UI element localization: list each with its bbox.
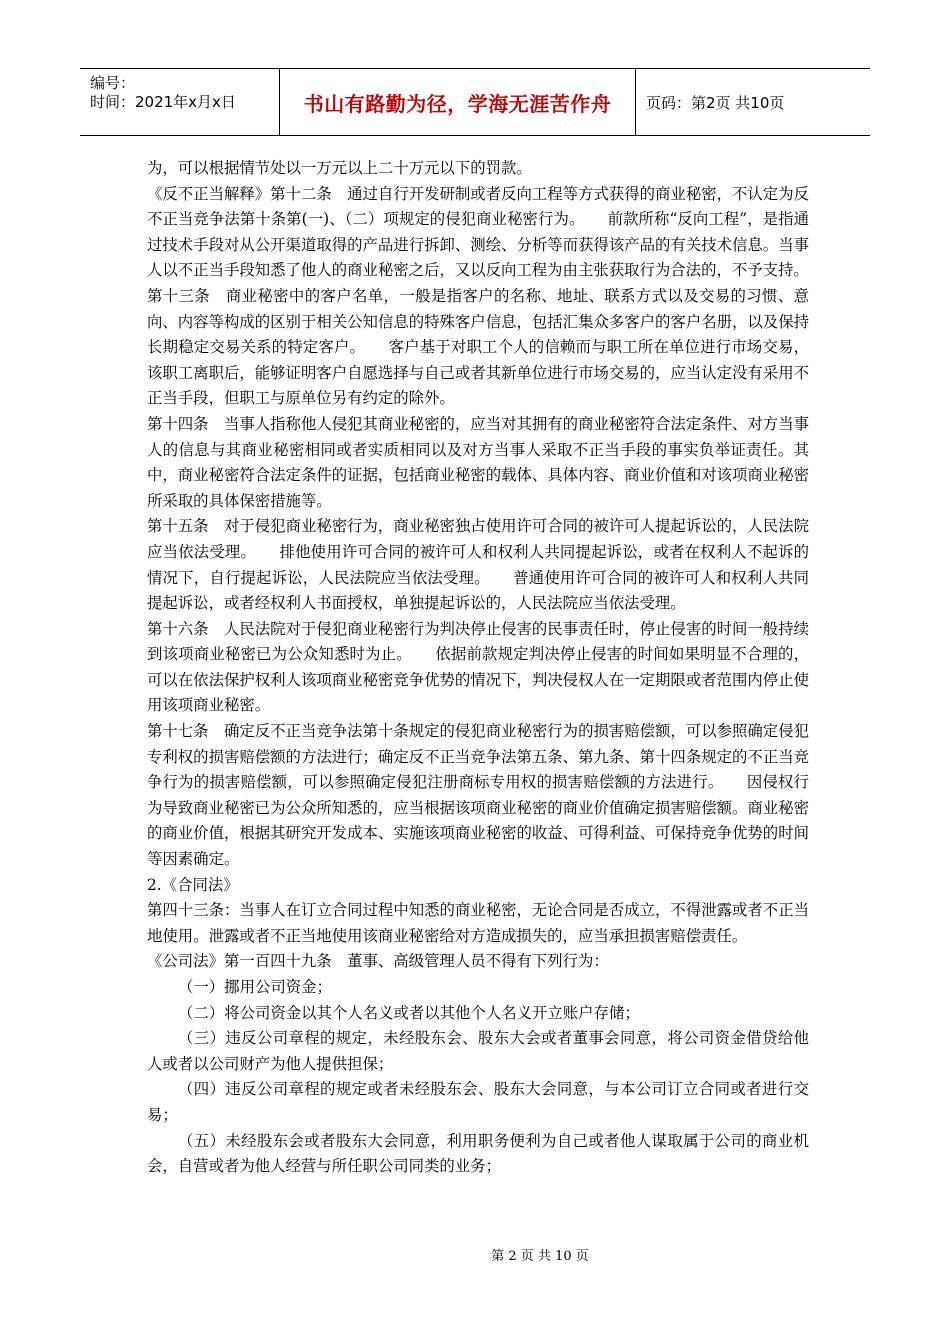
body-paragraph: 2.《合同法》	[147, 875, 239, 894]
header-motto	[280, 69, 636, 135]
footer-page-number: 第 2 页 共 10 页	[491, 1249, 589, 1264]
body-paragraph: 为，可以根据情节处以一万元以上二十万元以下的罚款。	[147, 159, 532, 177]
header-meta	[80, 69, 280, 135]
document-body	[147, 156, 809, 1180]
body-paragraph: 第十七条 确定反不正当竞争法第十条规定的侵犯商业秘密行为的损害赔偿额，可以参照确定侵犯专利权的损害赔偿额的方法进行；确定反不正当竞争法第五条、第九条、第十四条规定的不正当竞争行为的损害赔偿额，可以参照确定侵犯注册商标专用权的损害赔偿额的方法进行。 因侵权行为导致商业秘密已为公众所知悉的，应当根据该项商业秘密的商业价值确定损害赔偿额。商业秘密的商业价值，根据其研究开发成本、实施该项商业秘密的收益、可得利益、可保持竞争优势的时间等因素确定。	[147, 722, 809, 869]
body-paragraph: （三）违反公司章程的规定，未经股东会、股东大会或者董事会同意，将公司资金借贷给他人或者以公司财产为他人提供担保；	[147, 1029, 809, 1073]
header-page-info	[636, 69, 870, 135]
body-paragraph: 第十四条 当事人指称他人侵犯其商业秘密的，应当对其拥有的商业秘密符合法定条件、对方当事人的信息与其商业秘密相同或者实质相同以及对方当事人采取不正当手段的事实负举证责任。其中，商业秘密符合法定条件的证据，包括商业秘密的载体、具体内容、商业价值和对该项商业秘密所采取的具体保密措施等。	[147, 414, 809, 510]
body-paragraph: 第四十三条：当事人在订立合同过程中知悉的商业秘密，无论合同是否成立，不得泄露或者不正当地使用。泄露或者不正当地使用该商业秘密给对方造成损失的，应当承担损害赔偿责任。	[147, 901, 809, 945]
body-paragraph: （五）未经股东会或者股东大会同意，利用职务便利为自己或者他人谋取属于公司的商业机会，自营或者为他人经营与所任职公司同类的业务；	[147, 1131, 809, 1176]
document-number-label: 编号：	[90, 74, 136, 92]
body-paragraph: 第十五条 对于侵犯商业秘密行为，商业秘密独占使用许可合同的被许可人提起诉讼的，人民法院应当依法受理。 排他使用许可合同的被许可人和权利人共同提起诉讼，或者在权利人不起诉的情况下，自行提起诉讼，人民法院应当依法受理。 普通使用许可合同的被许可人和权利人共同提起诉讼，或者经权利人书面授权，单独提起诉讼的，人民法院应当依法受理。	[147, 517, 809, 613]
page-footer	[0, 1245, 950, 1264]
motto-text: 书山有路勤为径，学海无涯苦作舟	[303, 91, 612, 116]
body-paragraph: 《公司法》第一百四十九条 董事、高级管理人员不得有下列行为：	[147, 952, 609, 971]
page-info-text: 页码：第2页 共10页	[646, 93, 785, 112]
body-paragraph: 第十六条 人民法院对于侵犯商业秘密行为判决停止侵害的民事责任时，停止侵害的时间一般持续到该项商业秘密已为公众知悉时为止。 依据前款规定判决停止侵害的时间如果明显不合理的，可以在依法保护权利人该项商业秘密竞争优势的情况下，判决侵权人在一定期限或者范围内停止使用该项商业秘密。	[147, 619, 809, 715]
body-paragraph: （二）将公司资金以其个人名义或者以其他个人名义开立账户存储；	[178, 1003, 640, 1022]
body-paragraph: 《反不正当解释》第十二条 通过自行开发研制或者反向工程等方式获得的商业秘密，不认定为反不正当竞争法第十条第(一)、（二）项规定的侵犯商业秘密行为。 前款所称“反向工程”，是指通过技术手段对从公开渠道取得的产品进行拆卸、测绘、分析等而获得该产品的有关技术信息。当事人以不正当手段知悉了他人的商业秘密之后，又以反向工程为由主张获取行为合法的，不予支持。	[147, 184, 809, 280]
document-time-label: 时间：2021年x月x日	[90, 93, 236, 111]
page-header	[80, 68, 870, 136]
body-paragraph: （一）挪用公司资金；	[178, 978, 332, 996]
body-paragraph: （四）违反公司章程的规定或者未经股东会、股东大会同意，与本公司订立合同或者进行交易；	[147, 1080, 809, 1124]
body-paragraph: 第十三条 商业秘密中的客户名单，一般是指客户的名称、地址、联系方式以及交易的习惯、意向、内容等构成的区别于相关公知信息的特殊客户信息，包括汇集众多客户的客户名册，以及保持长期稳定交易关系的特定客户。 客户基于对职工个人的信赖而与职工所在单位进行市场交易，该职工离职后，能够证明客户自愿选择与自己或者其新单位进行市场交易的，应当认定没有采用不正当手段，但职工与原单位另有约定的除外。	[147, 286, 809, 408]
